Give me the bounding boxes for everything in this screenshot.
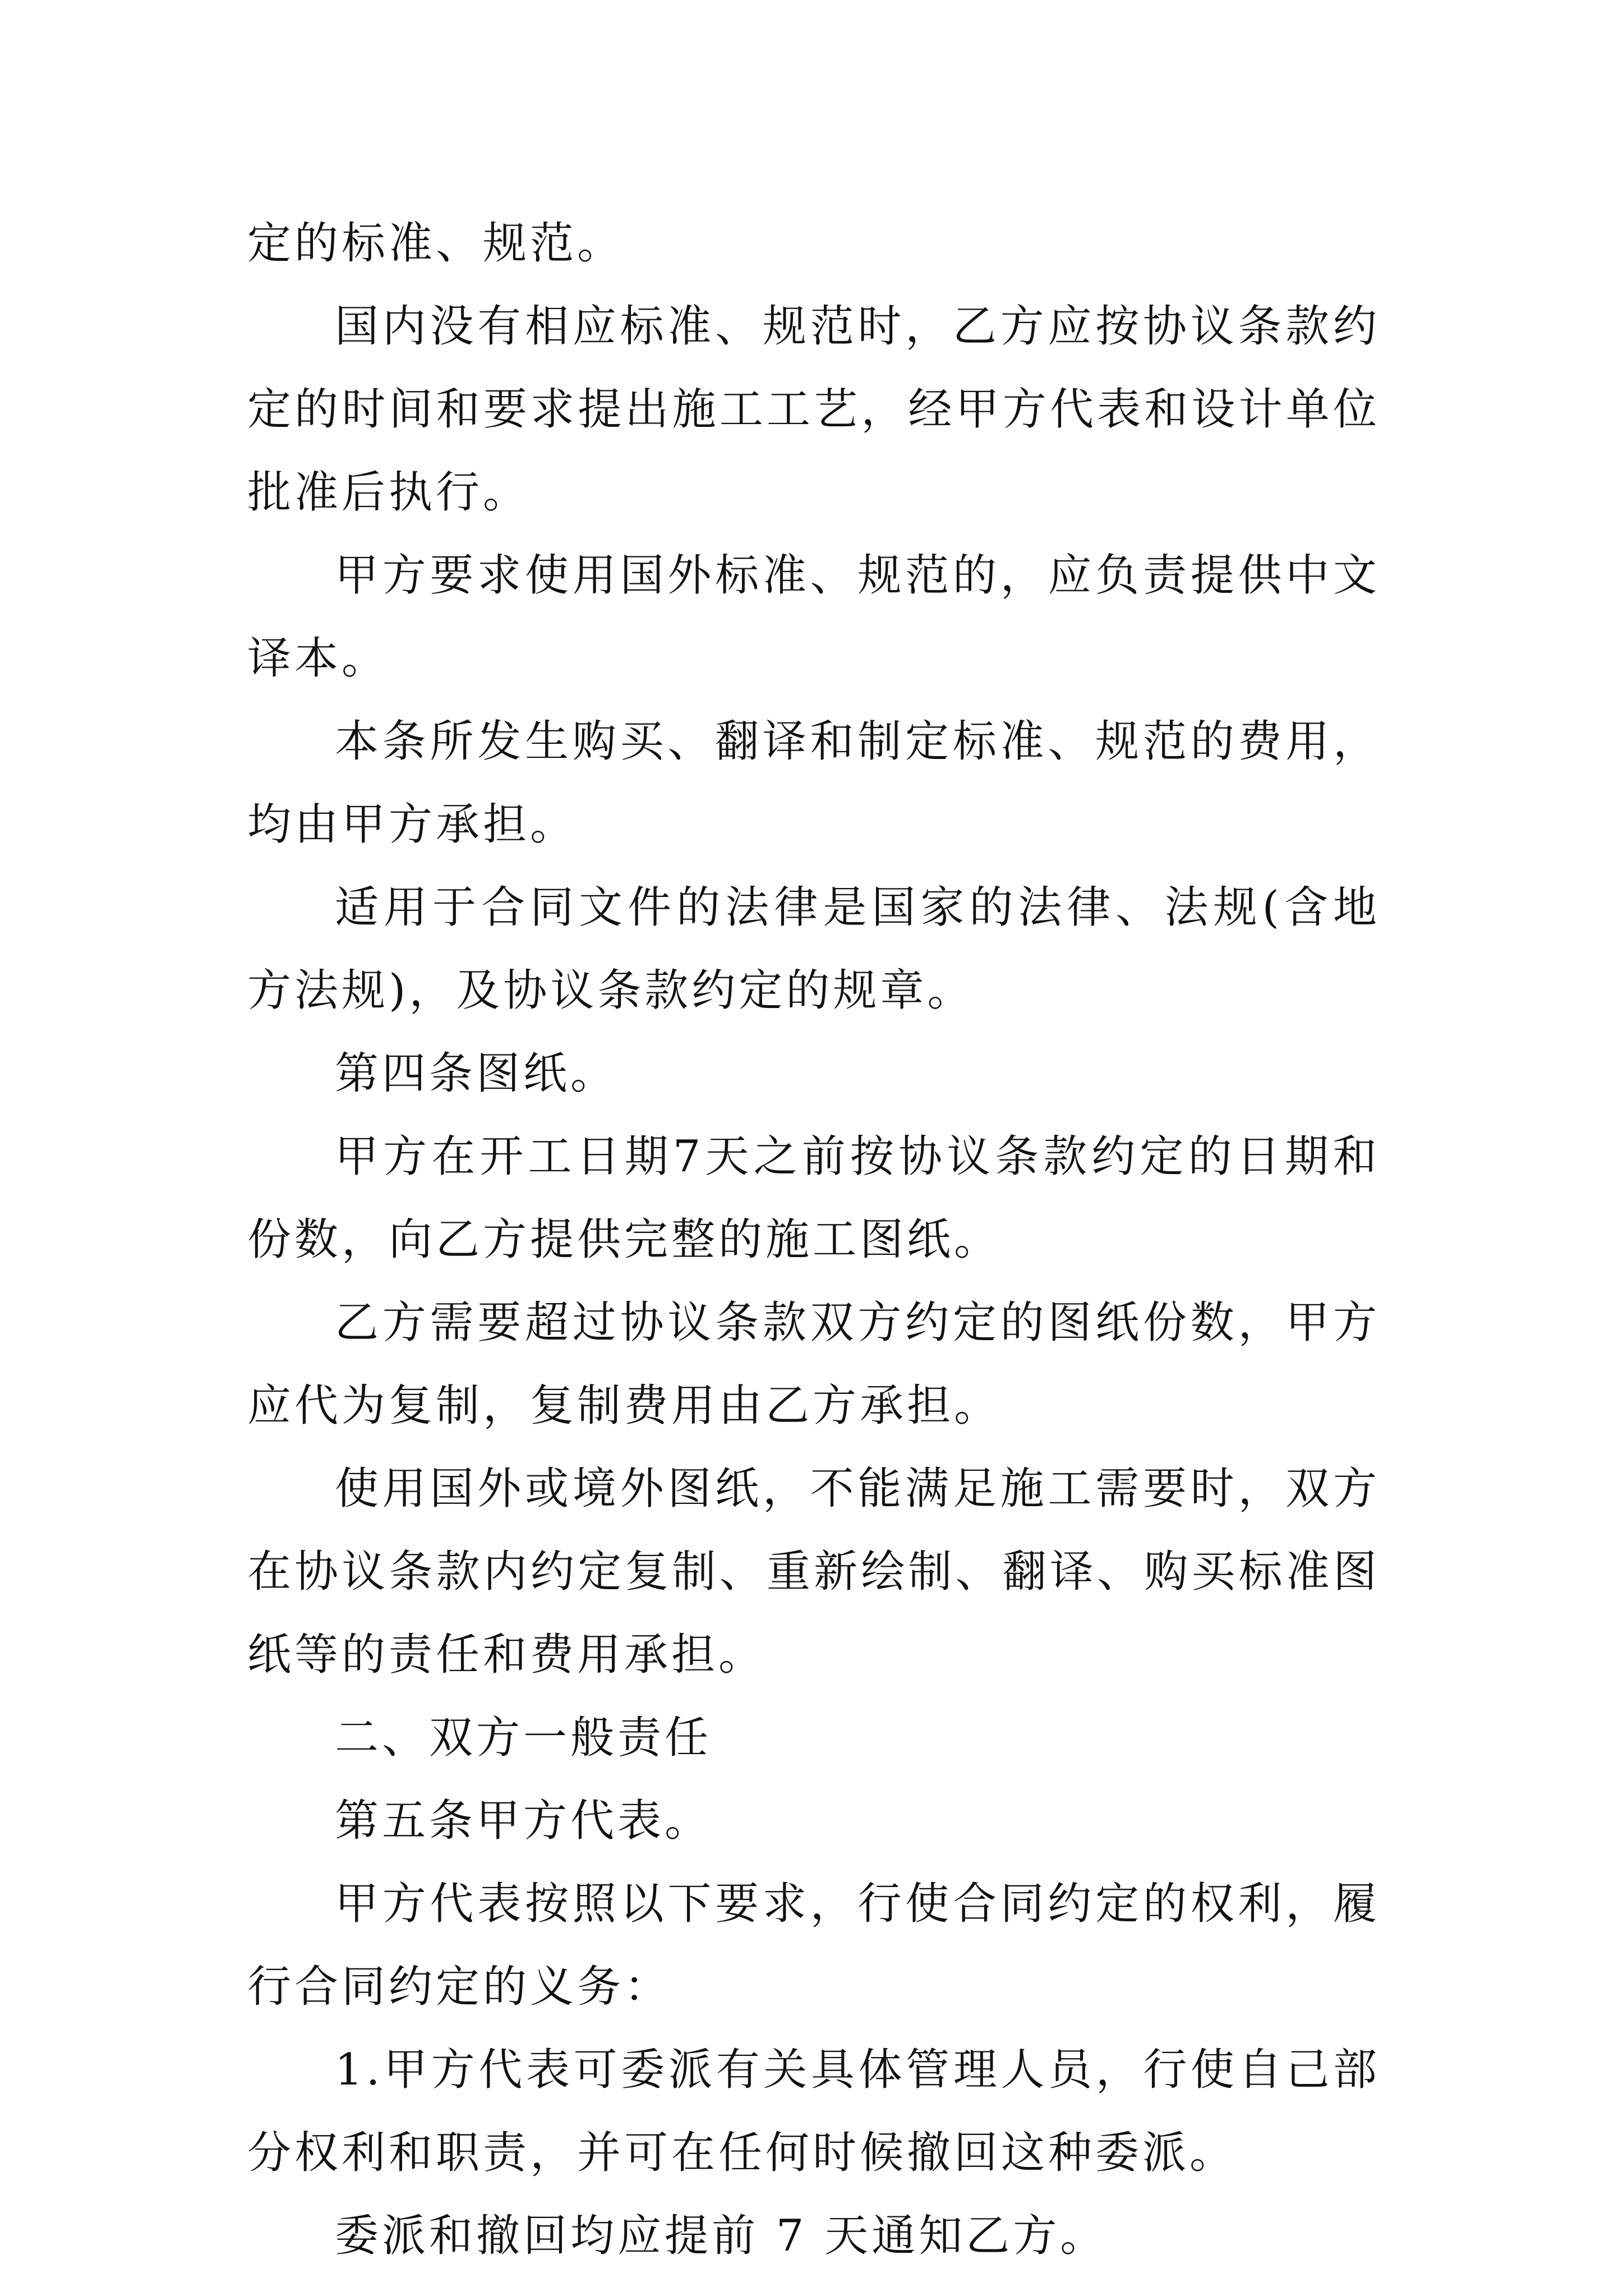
paragraph: 定的标准、规范。 [247, 218, 625, 269]
paragraph: 委派和撤回均应提前 7 天通知乙方。 [335, 2211, 1108, 2261]
paragraph: 国内没有相应标准、规范时，乙方应按协议条款约定的时间和要求提出施工工艺，经甲方代表和设计单位批准后执行。 [247, 301, 1380, 518]
paragraph: 乙方需要超过协议条款双方约定的图纸份数，甲方应代为复制，复制费用由乙方承担。 [247, 1297, 1380, 1431]
section-heading: 第四条图纸。 [335, 1048, 618, 1099]
paragraph: 甲方代表按照以下要求，行使合同约定的权利，履行合同约定的义务： [247, 1879, 1380, 2012]
section-heading: 第五条甲方代表。 [335, 1796, 712, 1846]
chapter-heading: 二、双方一般责任 [335, 1713, 712, 1763]
list-item: 1.甲方代表可委派有关具体管理人员，行使自己部分权利和职责，并可在任何时候撤回这种委派。 [247, 2045, 1380, 2178]
document-body [247, 202, 1380, 2277]
paragraph: 本条所发生购买、翻译和制定标准、规范的费用，均由甲方承担。 [247, 716, 1380, 850]
paragraph: 使用国外或境外图纸，不能满足施工需要时，双方在协议条款内约定复制、重新绘制、翻译、购买标准图纸等的责任和费用承担。 [247, 1464, 1380, 1680]
paragraph: 适用于合同文件的法律是国家的法律、法规(含地方法规)，及协议条款约定的规章。 [247, 882, 1380, 1016]
paragraph: 甲方要求使用国外标准、规范的，应负责提供中文译本。 [247, 550, 1380, 684]
paragraph: 甲方在开工日期7天之前按协议条款约定的日期和份数，向乙方提供完整的施工图纸。 [247, 1131, 1380, 1265]
